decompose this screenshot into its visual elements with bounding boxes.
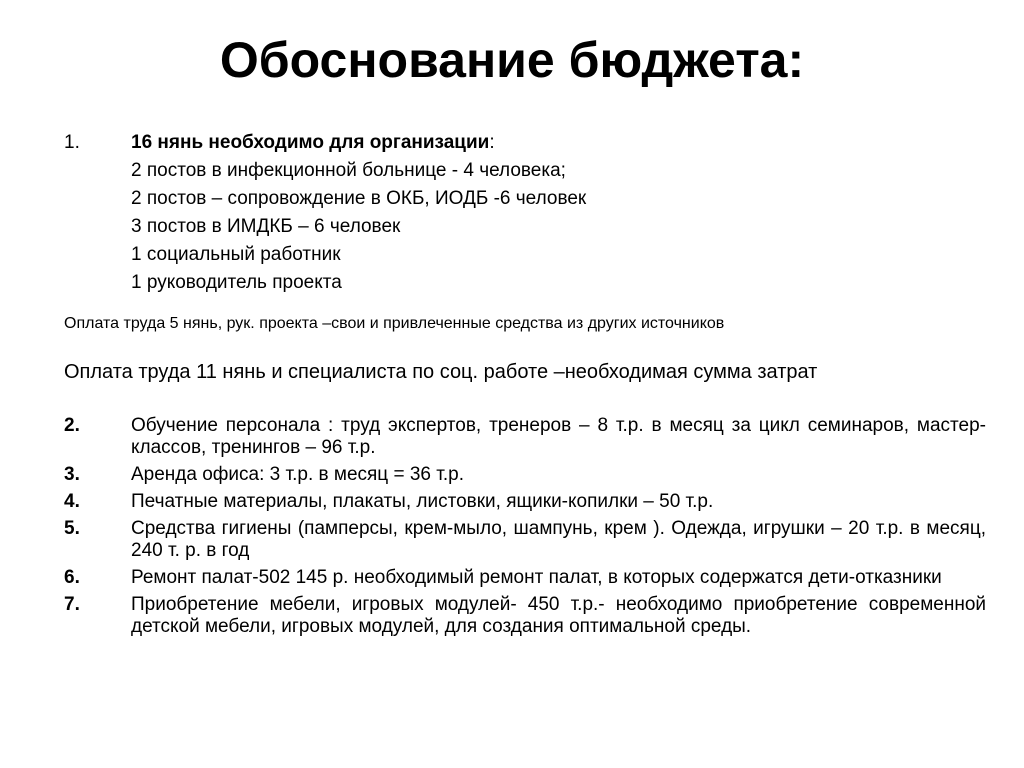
staffing-heading-text: 16 нянь необходимо для организации: [131, 132, 490, 153]
list-item: [64, 415, 986, 459]
staffing-line: 3 постов в ИМДКБ – 6 человек: [131, 216, 401, 237]
staffing-line: 1 социальный работник: [131, 244, 341, 265]
item-number: 1.: [64, 132, 80, 153]
staffing-heading: [131, 129, 495, 157]
list-item: [64, 567, 986, 589]
item-number: 4.: [64, 491, 80, 512]
item-number: 3.: [64, 464, 80, 485]
item-text: Приобретение мебели, игровых модулей- 450 т.р.- необходимо приобретение современной детской мебели, игровых модулей, для создания оптимальной среды.: [131, 594, 986, 637]
item-number: 7.: [64, 594, 80, 615]
funding-note-own-sources: Оплата труда 5 нянь, рук. проекта –свои и привлеченные средства из других источников: [64, 315, 725, 332]
staffing-heading-colon: :: [489, 132, 495, 153]
item-text: Средства гигиены (памперсы, крем-мыло, шампунь, крем ). Одежда, игрушки – 20 т.р. в месяц, 240 т. р. в год: [131, 518, 986, 561]
staffing-line: 1 руководитель проекта: [131, 272, 342, 293]
item-text: Ремонт палат-502 145 р. необходимый ремонт палат, в которых содержатся дети-отказники: [131, 567, 942, 588]
item-text: Обучение персонала : труд экспертов, тренеров – 8 т.р. в месяц за цикл семинаров, мастер-классов, тренингов – 96 т.р.: [131, 415, 986, 458]
list-item: [64, 518, 986, 562]
item-text: Печатные материалы, плакаты, листовки, ящики-копилки – 50 т.р.: [131, 491, 714, 512]
funding-note-required: Оплата труда 11 нянь и специалиста по соц. работе –необходимая сумма затрат: [64, 361, 818, 383]
staffing-line: 2 постов в инфекционной больнице - 4 человека;: [131, 160, 566, 181]
budget-items-list: [64, 415, 986, 643]
item-number: 6.: [64, 567, 80, 588]
list-item: [64, 594, 986, 638]
item-number: 5.: [64, 518, 80, 539]
list-item: [64, 464, 986, 486]
page-title: Обоснование бюджета:: [219, 32, 805, 88]
staffing-heading-row: [64, 129, 944, 157]
list-item: [64, 491, 986, 513]
staffing-section: [64, 129, 944, 297]
staffing-line: 2 постов – сопровождение в ОКБ, ИОДБ -6 человек: [131, 188, 587, 209]
item-number: 2.: [64, 415, 80, 436]
item-text: Аренда офиса: 3 т.р. в месяц = 36 т.р.: [131, 464, 464, 485]
